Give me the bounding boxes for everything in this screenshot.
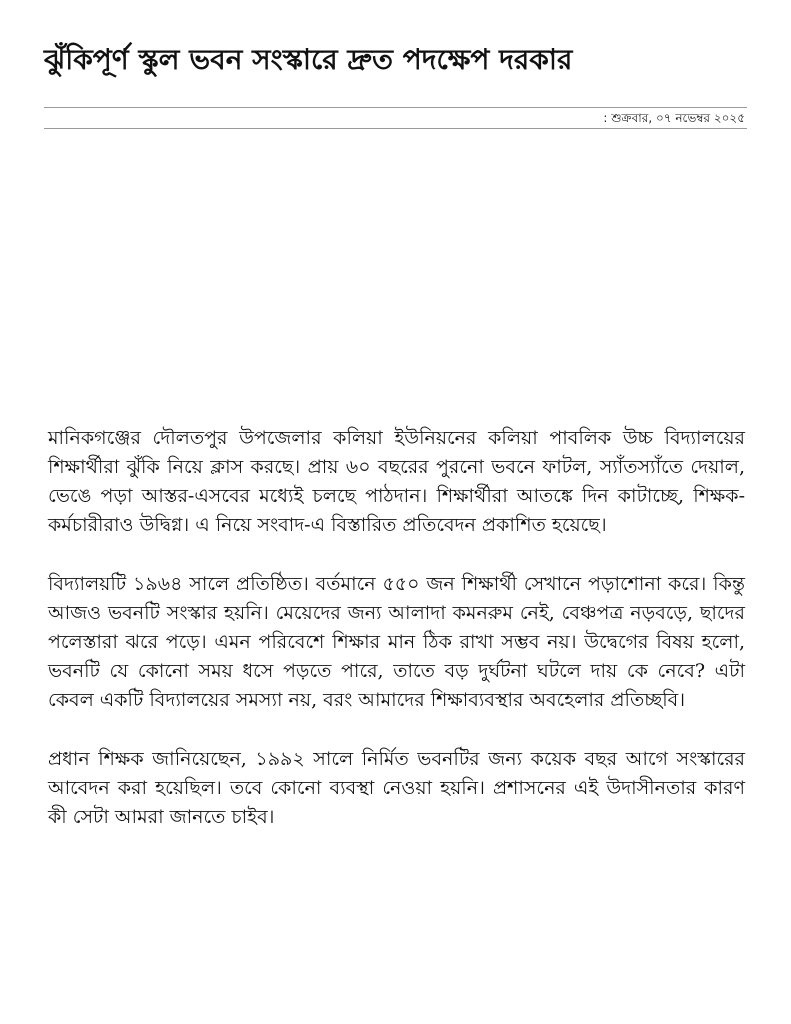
publish-date: : শুক্রবার, ০৭ নভেম্বর ২০২৫: [603, 111, 745, 125]
paragraph-3: প্রধান শিক্ষক জানিয়েছেন, ১৯৯২ সালে নির্মিত ভবনটির জন্য কয়েক বছর আগে সংস্কারের আবেদন করা হয়েছিল। তবে কোনো ব্যবস্থা নেওয়া হয়নি। প্রশাসনের এই উদাসীনতার কারণ কী সেটা আমরা জানতে চাইব।: [48, 748, 745, 828]
date-bar: [44, 107, 747, 129]
paragraph-2: বিদ্যালয়টি ১৯৬৪ সালে প্রতিষ্ঠিত। বর্তমানে ৫৫০ জন শিক্ষার্থী সেখানে পড়াশোনা করে। কিন্তু আজও ভবনটি সংস্কার হয়নি। মেয়েদের জন্য আলাদা কমনরুম নেই, বেঞ্চপত্র নড়বড়ে, ছাদের পলেস্তারা ঝরে পড়ে। এমন পরিবেশে শিক্ষার মান ঠিক রাখা সম্ভব নয়। উদ্বেগের বিষয় হলো, ভবনটি যে কোনো সময় ধসে পড়তে পারে, তাতে বড় দুর্ঘটনা ঘটলে দায় কে নেবে? এটা কেবল একটি বিদ্যালয়ের সমস্যা নয়, বরং আমাদের শিক্ষাব্যবস্থার অবহেলার প্রতিচ্ছবি।: [48, 573, 745, 711]
paragraph-1: মানিকগঞ্জের দৌলতপুর উপজেলার কলিয়া ইউনিয়নের কলিয়া পাবলিক উচ্চ বিদ্যালয়ের শিক্ষার্থীরা ঝুঁকি নিয়ে ক্লাস করছে। প্রায় ৬০ বছরের পুরনো ভবনে ফাটল, স্যাঁতস্যাঁতে দেয়াল, ভেঙে পড়া আস্তর-এসবের মধ্যেই চলছে পাঠদান। শিক্ষার্থীরা আতঙ্কে দিন কাটাচ্ছে, শিক্ষক-কর্মচারীরাও উদ্বিগ্ন। এ নিয়ে সংবাদ-এ বিস্তারিত প্রতিবেদন প্রকাশিত হয়েছে।: [48, 427, 745, 536]
article-body: [48, 424, 745, 862]
article-headline: ঝুঁকিপূর্ণ স্কুল ভবন সংস্কারে দ্রুত পদক্ষেপ দরকার: [44, 43, 573, 76]
